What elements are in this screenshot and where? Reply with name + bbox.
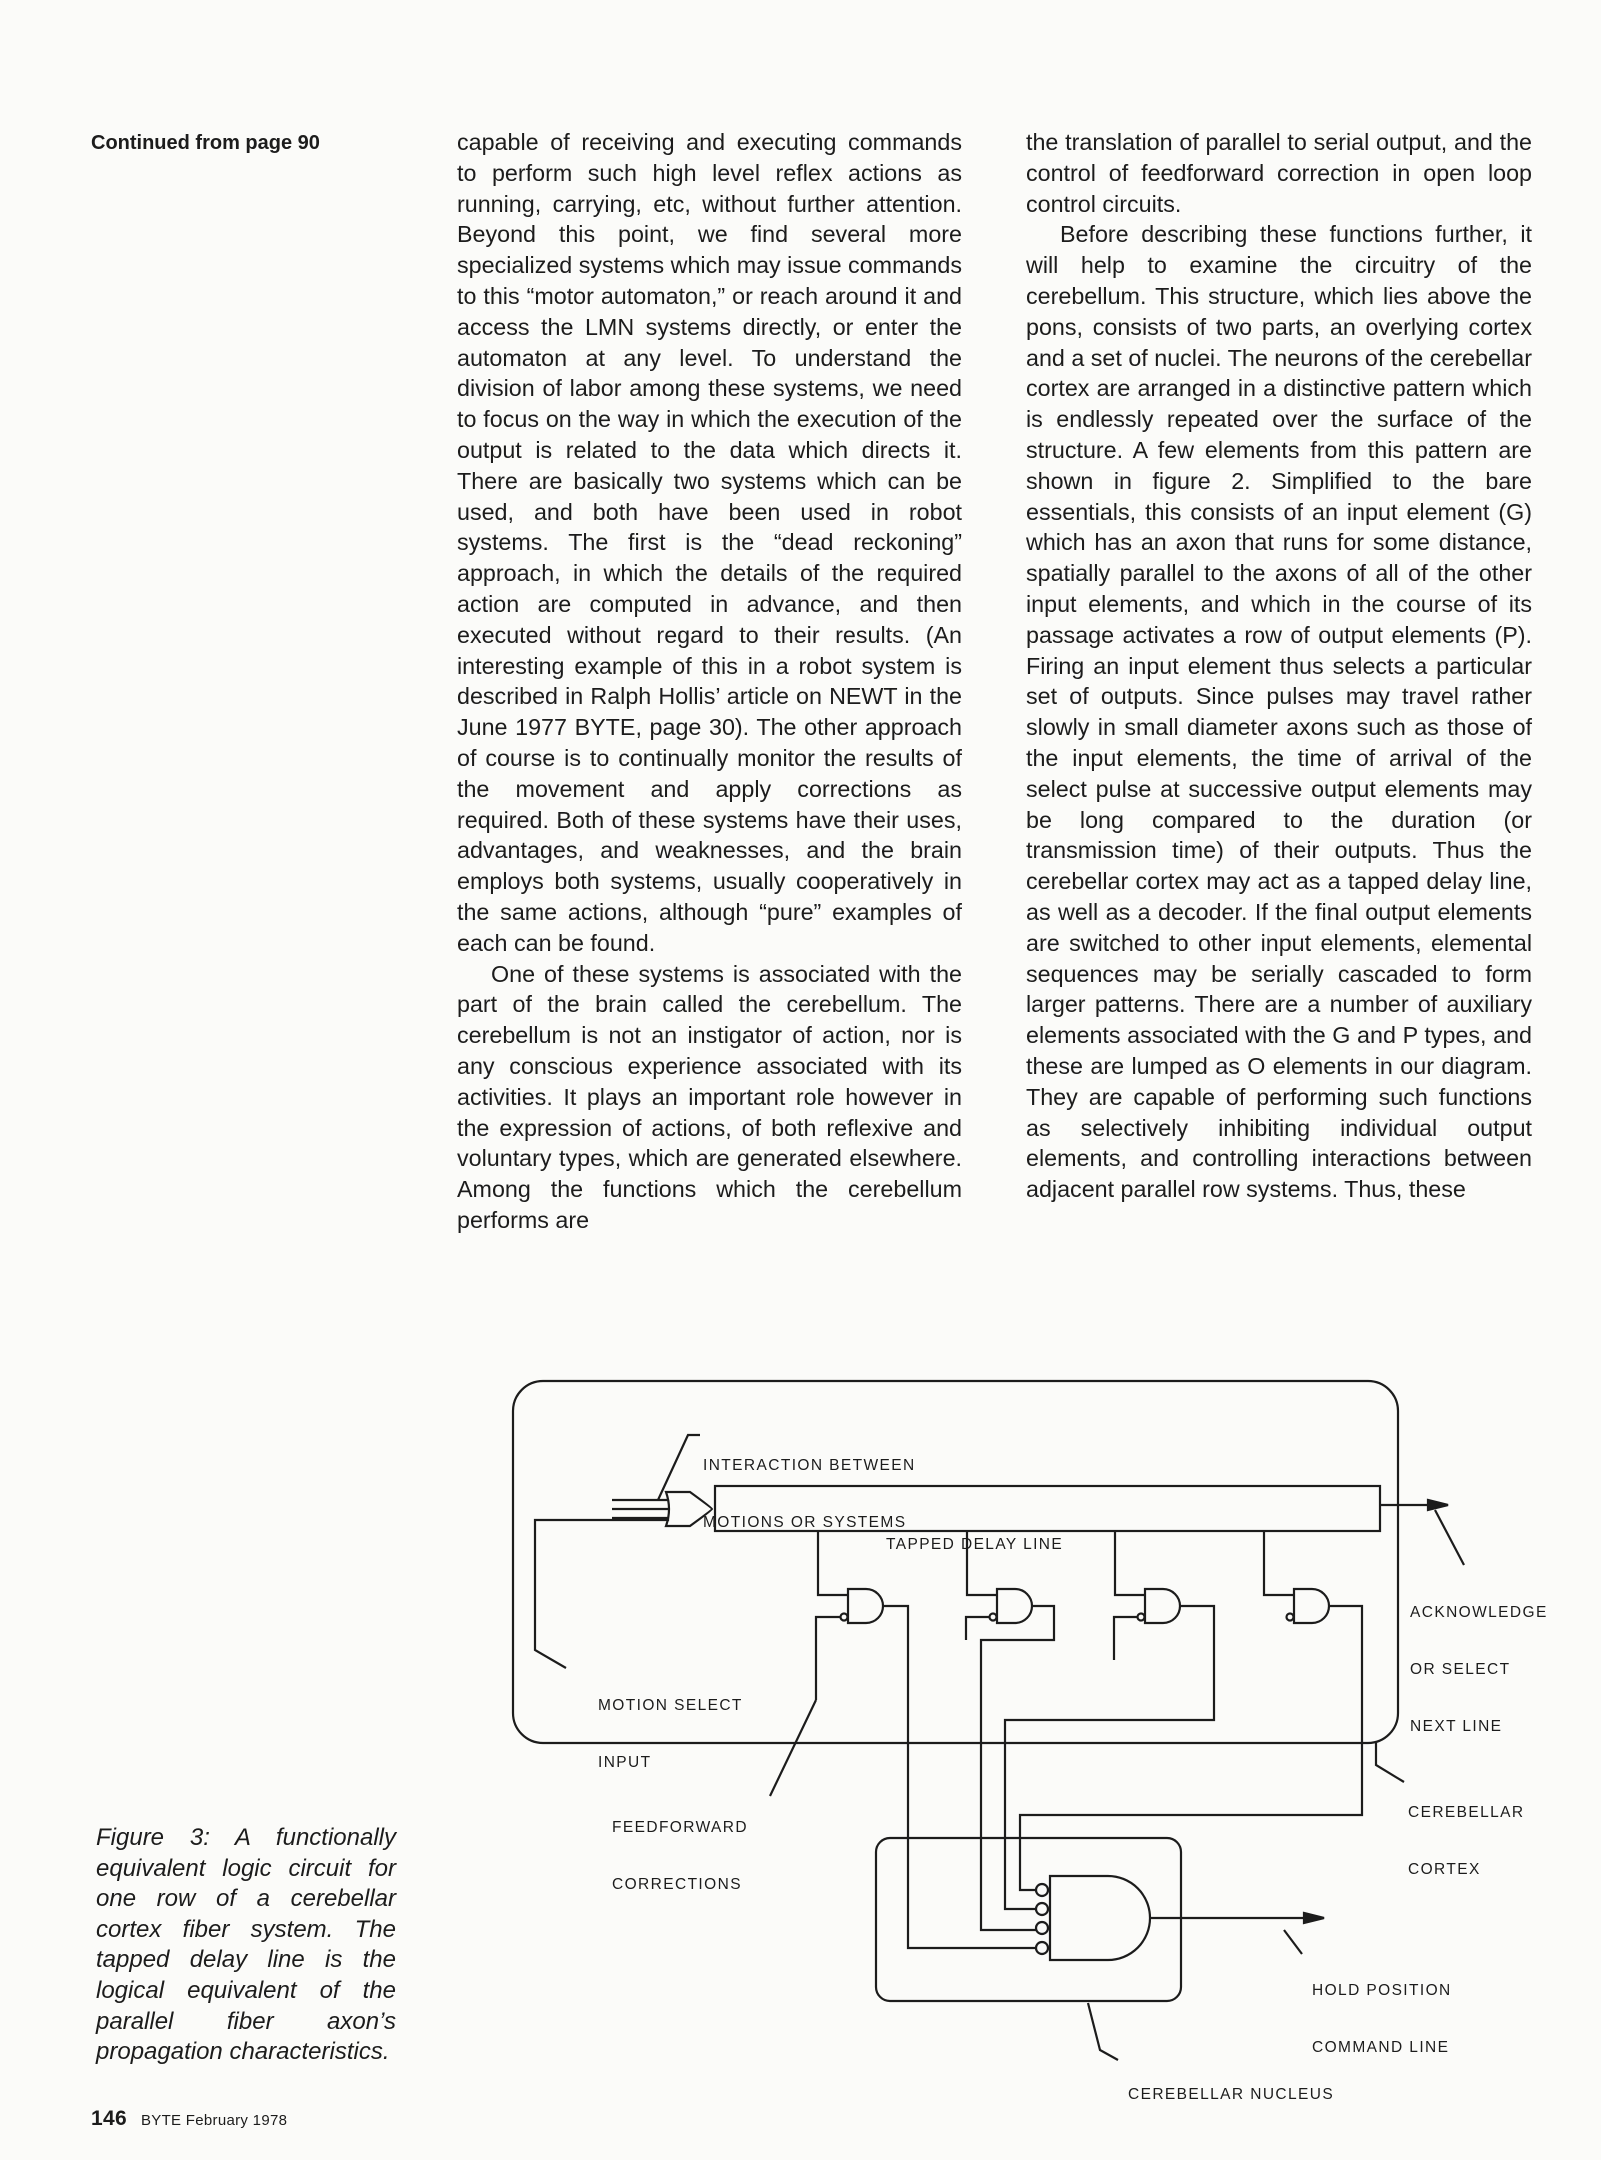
and-gate-2 — [997, 1589, 1032, 1623]
acknowledge-label — [1410, 1565, 1548, 1755]
label-line: HOLD POSITION — [1312, 1982, 1452, 1999]
feedforward-label — [612, 1780, 748, 1913]
label-line: INPUT — [598, 1754, 652, 1771]
and-gate-4 — [1294, 1589, 1329, 1623]
paragraph: capable of receiving and executing commands to perform such high level reflex actions as running, carrying, etc, without further attention. Beyond this point, we find several more specialized systems which may issue commands to this “motor automaton,” or reach around it and access the LMN systems directly, or enter the automaton at any level. To understand the division of labor among these systems, we need to focus on the way in which the execution of the output is related to the data which directs it. There are basically two systems which can be used, and both have been used in robot systems. The first is the “dead reckoning” approach, in which the details of the required action are computed in advance, and then executed without regard to their results. (An interesting example of this in a robot system is described in Ralph Hollis’ article on NEWT in the June 1977 BYTE, page 30). The other approach of course is to continually monitor the results of the movement and apply corrections as required. Both of these systems have their uses, advantages, and weaknesses, and the brain employs both systems, usually cooperatively in the same actions, although “pure” examples of each can be found. — [457, 129, 962, 956]
label-line: CORRECTIONS — [612, 1876, 742, 1893]
cerebellar-nucleus-box — [876, 1838, 1181, 2001]
interaction-label — [703, 1418, 916, 1551]
label-line: CEREBELLAR NUCLEUS — [1128, 2086, 1335, 2103]
publication-name: BYTE February 1978 — [140, 2112, 288, 2129]
paragraph: One of these systems is associated with the part of the brain called the cerebellum. The cerebellum is not an instigator of action, nor is any conscious experience associated with its activities. It plays an important role however in the expression of actions, of both reflexive and voluntary types, which are generated elsewhere. Among the functions which the cerebellum performs are — [457, 960, 962, 1233]
label-line: MOTIONS OR SYSTEMS — [703, 1514, 907, 1531]
label-line: COMMAND LINE — [1312, 2039, 1450, 2056]
paragraph: Before describing these functions further, it will help to examine the circuitry of the cerebellum. This structure, which lies above the pons, consists of two parts, an overlying cortex and a set of nuclei. The neurons of the cerebellar cortex are arranged in a distinctive pattern which is endlessly repeated over the surface of the structure. A few elements from this pattern are shown in figure 2. Simplified to the bare essentials, this consists of an input element (G) which has an axon that runs for some distance, spatially parallel to the axons of all of the other input elements, and which in the course of its passage activates a row of output elements (P). Firing an input element thus selects a particular set of outputs. Since pulses may travel rather slowly in small diameter axons such as those of the input elements, the time of arrival of the select pulse at successive output elements may be long compared to the duration (or transmission time) of their outputs. Thus the cerebellar cortex may act as a tapped delay line, as well as a decoder. If the final output elements are switched to other input elements, elemental sequences may be serially cascaded to form larger patterns. There are a number of auxiliary elements associated with the G and P types, and these are lumped as O elements in our diagram. They are capable of performing such functions as selectively inhibiting individual output elements, and controlling interactions between adjacent parallel row systems. Thus, these — [1026, 221, 1532, 1203]
paragraph: the translation of parallel to serial output, and the control of feedforward correction in open loop control circuits. — [1026, 129, 1532, 217]
page-number: 146 — [91, 2107, 127, 2130]
motion-select-label — [598, 1658, 743, 1791]
article-column-left — [457, 127, 962, 1236]
label-line: TAPPED DELAY LINE — [886, 1536, 1064, 1553]
and-gate-1 — [848, 1589, 883, 1623]
label-line: MOTION SELECT — [598, 1697, 743, 1714]
figure-caption: Figure 3: A functionally equivalent logic circuit for one row of a cerebellar cortex fiber system. The tapped delay line is the logical equivalent of the parallel fiber axon’s propagation characteristics. — [96, 1824, 396, 2066]
page-footer — [91, 2107, 287, 2131]
tapped-delay-line-label — [886, 1497, 1063, 1573]
hold-position-gate — [1050, 1876, 1150, 1960]
label-line: FEEDFORWARD — [612, 1819, 748, 1836]
label-line: OR SELECT — [1410, 1661, 1511, 1678]
label-line: CORTEX — [1408, 1861, 1481, 1878]
label-line: INTERACTION BETWEEN — [703, 1457, 916, 1474]
cerebellar-cortex-label — [1408, 1765, 1525, 1898]
label-line: NEXT LINE — [1410, 1718, 1503, 1735]
article-column-right — [1026, 127, 1532, 1205]
label-line: CEREBELLAR — [1408, 1804, 1525, 1821]
label-line: ACKNOWLEDGE — [1410, 1604, 1548, 1621]
cerebellar-nucleus-label — [1128, 2047, 1334, 2123]
and-gate-3 — [1145, 1589, 1180, 1623]
continued-from-label: Continued from page 90 — [91, 132, 320, 154]
